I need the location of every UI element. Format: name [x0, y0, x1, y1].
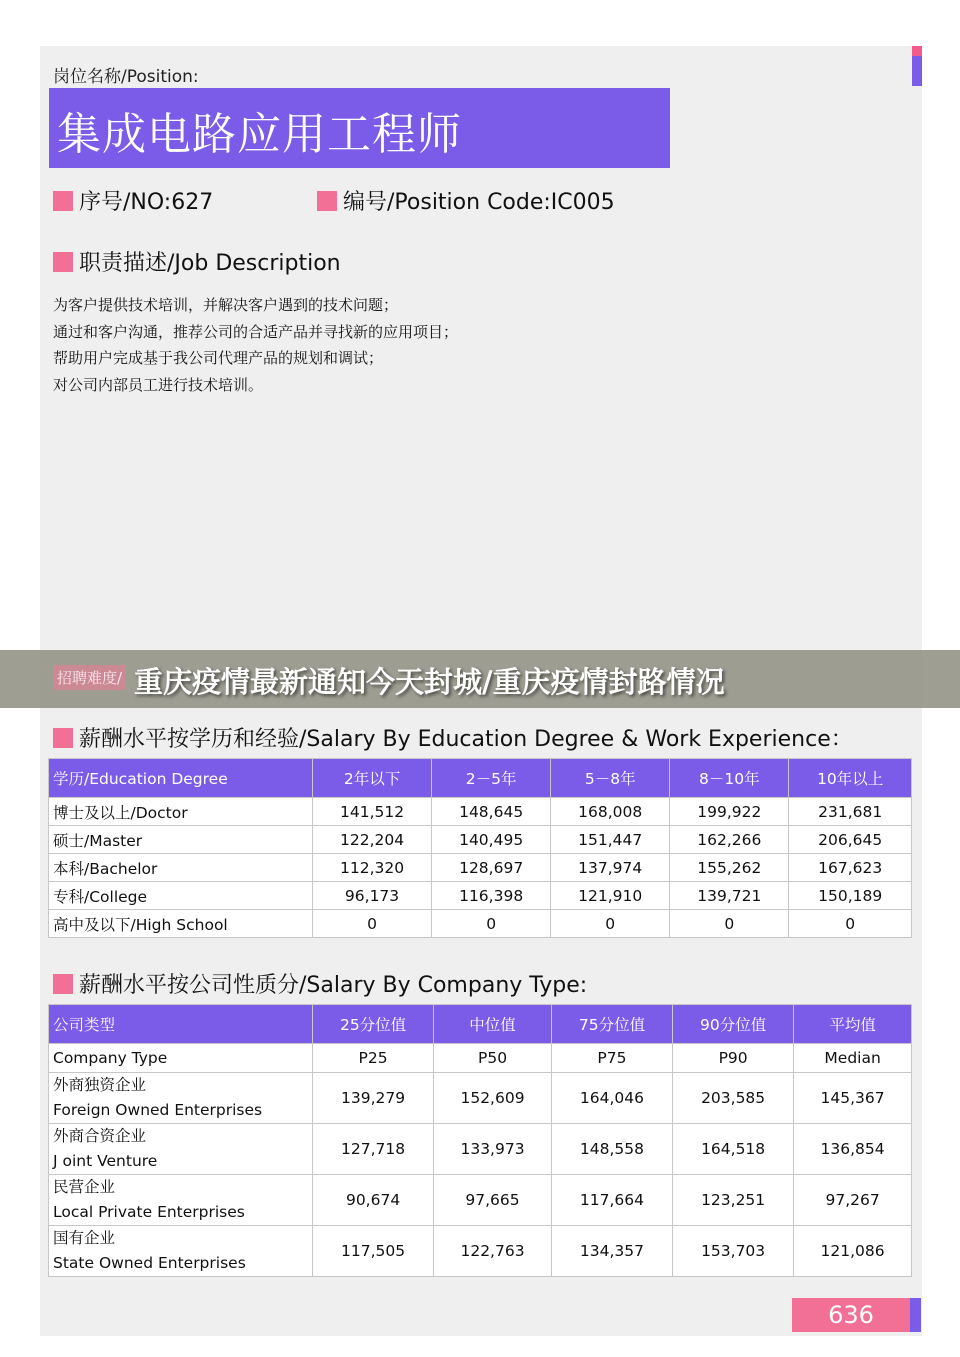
table-cell: 139,279 — [313, 1073, 434, 1124]
table-cell: 164,046 — [551, 1073, 672, 1124]
subheader-cell: Median — [794, 1044, 912, 1073]
table-cell: 133,973 — [434, 1124, 552, 1175]
salary-company-heading-text: 薪酬水平按公司性质分/Salary By Company Type: — [79, 973, 588, 998]
table-cell: 150,189 — [789, 882, 912, 910]
job-description-line: 通过和客户沟通，推荐公司的合适产品并寻找新的应用项目； — [53, 322, 459, 341]
table-row — [49, 1124, 912, 1175]
column-header: 5－8年 — [551, 759, 670, 798]
bullet-square-icon — [317, 191, 337, 211]
column-header: 公司类型 — [49, 1005, 313, 1044]
table-subheader-row — [49, 1044, 912, 1073]
table-cell: 128,697 — [432, 854, 551, 882]
row-label-en: State Owned Enterprises — [53, 1254, 246, 1272]
row-label-cn: 外商独资企业 — [53, 1076, 147, 1094]
table-cell: 0 — [670, 910, 789, 938]
table-cell: 151,447 — [551, 826, 670, 854]
position-number — [53, 185, 213, 216]
subheader-cell: P25 — [313, 1044, 434, 1073]
row-label — [49, 1175, 313, 1226]
table-row — [49, 1226, 912, 1277]
row-label-cn: 民营企业 — [53, 1178, 116, 1196]
table-cell: 116,398 — [432, 882, 551, 910]
position-title-box — [49, 88, 670, 168]
row-label: 硕士/Master — [49, 826, 313, 854]
page-number-accent — [910, 1298, 921, 1332]
table-cell: 140,495 — [432, 826, 551, 854]
position-label: 岗位名称/Position: — [53, 67, 199, 87]
table-cell: 206,645 — [789, 826, 912, 854]
column-header: 学历/Education Degree — [49, 759, 313, 798]
row-label-en: J oint Venture — [53, 1152, 158, 1170]
table-cell: 117,664 — [551, 1175, 672, 1226]
table-row — [49, 826, 912, 854]
table-cell: 145,367 — [794, 1073, 912, 1124]
row-label — [49, 1124, 313, 1175]
row-label — [49, 1226, 313, 1277]
table-cell: 167,623 — [789, 854, 912, 882]
table-cell: 117,505 — [313, 1226, 434, 1277]
row-label: 高中及以下/High School — [49, 910, 313, 938]
table-row — [49, 1073, 912, 1124]
position-code-text: 编号/Position Code:IC005 — [343, 190, 615, 215]
corner-accent-pink — [912, 46, 922, 56]
overlay-banner-text: 重庆疫情最新通知今天封城/重庆疫情封路情况 — [134, 665, 725, 699]
subheader-cell: P90 — [673, 1044, 794, 1073]
row-label-en: Local Private Enterprises — [53, 1203, 245, 1221]
table-row — [49, 1175, 912, 1226]
table-row — [49, 798, 912, 826]
salary-company-heading — [53, 968, 587, 999]
table-cell: 127,718 — [313, 1124, 434, 1175]
table-cell: 139,721 — [670, 882, 789, 910]
bullet-square-icon — [53, 974, 73, 994]
position-number-text: 序号/NO:627 — [79, 190, 214, 215]
bullet-square-icon — [53, 728, 73, 748]
table-cell: 155,262 — [670, 854, 789, 882]
subheader-cell: P50 — [434, 1044, 552, 1073]
table-cell: 96,173 — [313, 882, 432, 910]
row-label: 本科/Bachelor — [49, 854, 313, 882]
table-cell: 122,204 — [313, 826, 432, 854]
column-header: 90分位值 — [673, 1005, 794, 1044]
table-cell: 97,665 — [434, 1175, 552, 1226]
subheader-cell: Company Type — [49, 1044, 313, 1073]
table-header-row — [49, 759, 912, 798]
salary-edu-heading — [53, 722, 853, 753]
table-header-row — [49, 1005, 912, 1044]
table-cell: 121,910 — [551, 882, 670, 910]
table-cell: 0 — [551, 910, 670, 938]
table-cell: 231,681 — [789, 798, 912, 826]
salary-by-education-table — [48, 758, 912, 938]
table-cell: 148,558 — [551, 1124, 672, 1175]
table-cell: 112,320 — [313, 854, 432, 882]
row-label-cn: 外商合资企业 — [53, 1127, 147, 1145]
column-header: 25分位值 — [313, 1005, 434, 1044]
job-description-text — [53, 292, 458, 398]
table-cell: 123,251 — [673, 1175, 794, 1226]
bullet-square-icon — [53, 191, 73, 211]
position-title: 集成电路应用工程师 — [57, 109, 462, 160]
table-cell: 134,357 — [551, 1226, 672, 1277]
row-label — [49, 1073, 313, 1124]
table-cell: 0 — [789, 910, 912, 938]
job-description-line: 为客户提供技术培训，并解决客户遇到的技术问题； — [53, 296, 399, 314]
table-cell: 168,008 — [551, 798, 670, 826]
column-header: 2年以下 — [313, 759, 432, 798]
row-label-cn: 国有企业 — [53, 1229, 116, 1247]
row-label: 专科/College — [49, 882, 313, 910]
job-description-line: 对公司内部员工进行技术培训。 — [53, 375, 264, 394]
salary-by-company-table — [48, 1004, 912, 1277]
recruit-difficulty-tag: 招聘难度/ — [53, 665, 126, 690]
table-cell: 136,854 — [794, 1124, 912, 1175]
table-cell: 203,585 — [673, 1073, 794, 1124]
column-header: 10年以上 — [789, 759, 912, 798]
column-header: 平均值 — [794, 1005, 912, 1044]
corner-accent-purple — [912, 56, 922, 86]
column-header: 8－10年 — [670, 759, 789, 798]
job-description-heading-text: 职责描述/Job Description — [79, 251, 341, 276]
table-cell: 0 — [432, 910, 551, 938]
table-cell: 153,703 — [673, 1226, 794, 1277]
table-cell: 97,267 — [794, 1175, 912, 1226]
table-cell: 121,086 — [794, 1226, 912, 1277]
page-number: 636 — [792, 1298, 910, 1332]
subheader-cell: P75 — [551, 1044, 672, 1073]
column-header: 中位值 — [434, 1005, 552, 1044]
column-header: 75分位值 — [551, 1005, 672, 1044]
salary-edu-heading-text: 薪酬水平按学历和经验/Salary By Education Degree & Work Experience： — [79, 727, 853, 752]
table-cell: 90,674 — [313, 1175, 434, 1226]
table-row — [49, 882, 912, 910]
row-label: 博士及以上/Doctor — [49, 798, 313, 826]
table-cell: 164,518 — [673, 1124, 794, 1175]
table-cell: 148,645 — [432, 798, 551, 826]
row-label-en: Foreign Owned Enterprises — [53, 1101, 263, 1119]
table-cell: 122,763 — [434, 1226, 552, 1277]
table-cell: 162,266 — [670, 826, 789, 854]
table-cell: 141,512 — [313, 798, 432, 826]
table-cell: 0 — [313, 910, 432, 938]
position-code — [317, 185, 615, 216]
job-description-line: 帮助用户完成基于我公司代理产品的规划和调试； — [53, 349, 384, 367]
bullet-square-icon — [53, 252, 73, 272]
table-cell: 199,922 — [670, 798, 789, 826]
job-description-heading — [53, 246, 341, 277]
table-cell: 152,609 — [434, 1073, 552, 1124]
table-row — [49, 910, 912, 938]
table-cell: 137,974 — [551, 854, 670, 882]
column-header: 2－5年 — [432, 759, 551, 798]
table-row — [49, 854, 912, 882]
